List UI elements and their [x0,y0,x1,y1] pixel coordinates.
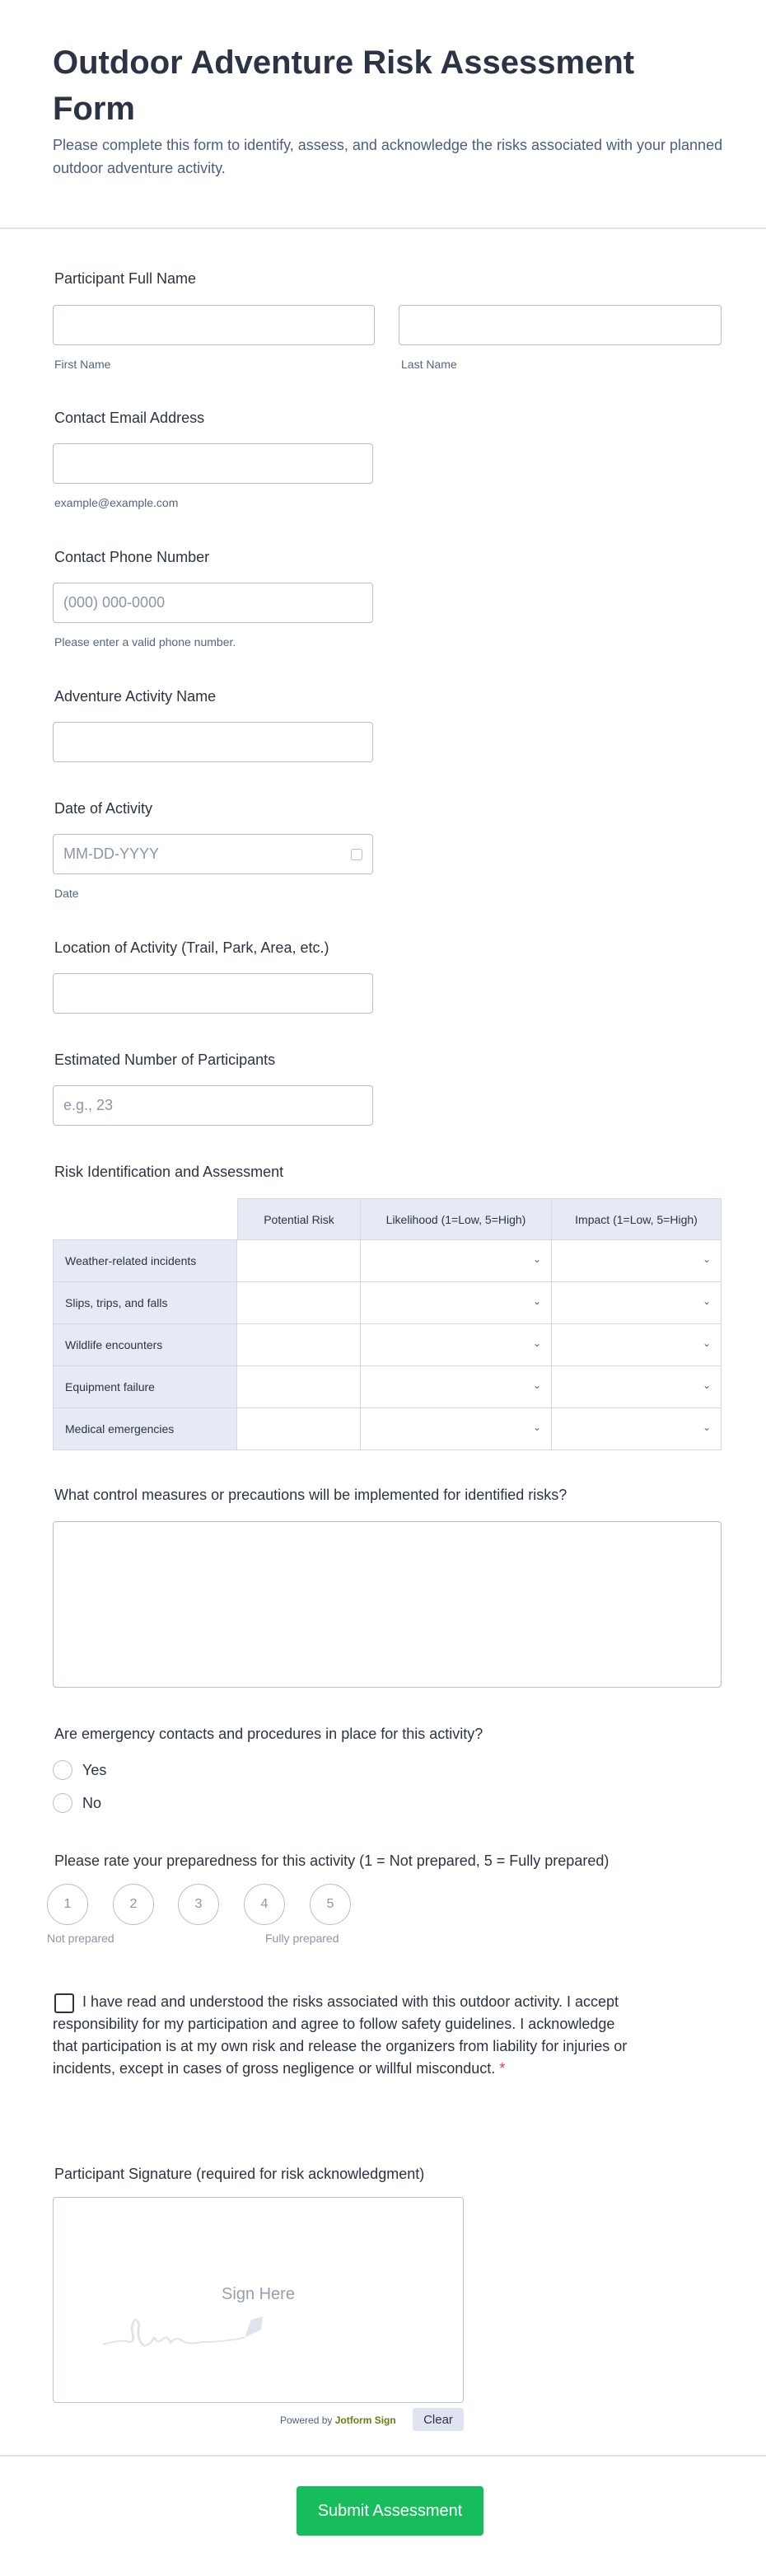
chevron-down-icon: ⌄ [532,1421,541,1433]
potential-risk-input[interactable] [237,1240,361,1282]
radio-yes[interactable] [53,1760,72,1780]
matrix-row [53,1408,722,1450]
form-description: Please complete this form to identify, assess, and acknowledge the risks associated with your planned outdoor adventure activity. [53,137,723,176]
matrix-row [53,1324,722,1366]
date-input[interactable] [53,834,373,874]
location-label: Location of Activity (Trail, Park, Area, etc.) [54,939,329,956]
email-input[interactable] [53,443,373,484]
location-input[interactable] [53,973,373,1014]
rating-label: Please rate your preparedness for this activity (1 = Not prepared, 5 = Fully prepared) [54,1852,610,1869]
phone-input[interactable] [53,583,373,623]
full-name-label: Participant Full Name [54,270,197,287]
rating-low-label: Not prepared [47,1932,114,1945]
email-label: Contact Email Address [54,410,205,426]
likelihood-select[interactable] [361,1366,552,1408]
signature-label: Participant Signature (required for risk acknowledgment) [54,2166,425,2182]
likelihood-select[interactable] [361,1324,552,1366]
participants-input[interactable] [53,1085,373,1126]
last-name-sublabel: Last Name [401,358,457,371]
date-placeholder: MM-DD-YYYY [63,845,159,862]
participants-placeholder: e.g., 23 [63,1097,114,1113]
first-name-sublabel: First Name [54,358,111,371]
rating-option-4[interactable]: 4 [244,1884,285,1925]
phone-hint: Please enter a valid phone number. [54,635,236,649]
emergency-label: Are emergency contacts and procedures in place for this activity? [54,1726,483,1742]
row-header: Equipment failure [53,1366,237,1408]
date-sublabel: Date [54,887,79,900]
column-header: Impact (1=Low, 5=High) [552,1198,722,1240]
ack-text-body: I have read and understood the risks associated with this outdoor activity. I accept responsibility for my participation and agree to follow safety guidelines. I acknowledge that participation is at my own risk and release the organizers from liability for injuries or incidents, except in cases of gross negligence or willful misconduct. [53,1993,628,2077]
matrix-row [53,1282,722,1324]
impact-select[interactable] [552,1282,722,1324]
chevron-down-icon: ⌄ [532,1295,541,1307]
impact-select[interactable] [552,1240,722,1282]
participants-label: Estimated Number of Participants [54,1051,276,1068]
signature-scribble-icon [103,2310,292,2349]
chevron-down-icon: ⌄ [702,1337,711,1349]
phone-label: Contact Phone Number [54,549,210,565]
potential-risk-input[interactable] [237,1324,361,1366]
rating-option-1[interactable]: 1 [47,1884,88,1925]
impact-select[interactable] [552,1324,722,1366]
activity-input[interactable] [53,722,373,762]
chevron-down-icon: ⌄ [702,1295,711,1307]
chevron-down-icon: ⌄ [532,1253,541,1265]
rating-option-3[interactable]: 3 [178,1884,219,1925]
powered-by-text: Powered by [280,2414,333,2426]
risk-matrix [53,1198,722,1450]
email-sublabel: example@example.com [54,496,179,509]
last-name-input[interactable] [399,305,722,345]
radio-no[interactable] [53,1793,72,1813]
ack-text [53,1991,638,2080]
page-title: Outdoor Adventure Risk Assessment Form [53,44,635,127]
likelihood-select[interactable] [361,1282,552,1324]
submit-button[interactable]: Submit Assessment [297,2486,483,2536]
radio-yes-label: Yes [82,1762,107,1778]
calendar-icon[interactable] [351,849,362,860]
chevron-down-icon: ⌄ [532,1337,541,1349]
chevron-down-icon: ⌄ [702,1379,711,1391]
divider [0,227,766,229]
required-asterisk: * [499,2060,506,2077]
first-name-input[interactable] [53,305,375,345]
potential-risk-input[interactable] [237,1282,361,1324]
chevron-down-icon: ⌄ [702,1421,711,1433]
impact-select[interactable] [552,1366,722,1408]
activity-label: Adventure Activity Name [54,688,217,705]
chevron-down-icon: ⌄ [702,1253,711,1265]
row-header: Medical emergencies [53,1408,237,1450]
row-header: Weather-related incidents [53,1240,237,1282]
risk-label: Risk Identification and Assessment [54,1164,284,1180]
matrix-corner [53,1198,237,1240]
powered-by [280,2414,396,2426]
rating-high-label: Fully prepared [265,1932,339,1945]
matrix-row [53,1366,722,1408]
date-label: Date of Activity [54,800,153,817]
phone-placeholder: (000) 000-0000 [63,594,166,611]
potential-risk-input[interactable] [237,1366,361,1408]
control-label: What control measures or precautions will be implemented for identified risks? [54,1487,567,1503]
jotform-sign-link[interactable]: Jotform Sign [334,2414,396,2426]
signature-placeholder: Sign Here [222,2285,295,2303]
rating-option-2[interactable]: 2 [113,1884,154,1925]
control-textarea[interactable] [53,1521,722,1688]
divider [0,2455,766,2457]
likelihood-select[interactable] [361,1240,552,1282]
chevron-down-icon: ⌄ [532,1379,541,1391]
clear-signature-button[interactable]: Clear [413,2408,464,2431]
row-header: Wildlife encounters [53,1324,237,1366]
potential-risk-input[interactable] [237,1408,361,1450]
impact-select[interactable] [552,1408,722,1450]
rating-option-5[interactable]: 5 [310,1884,351,1925]
radio-no-label: No [82,1795,102,1811]
matrix-row [53,1240,722,1282]
row-header: Slips, trips, and falls [53,1282,237,1324]
column-header: Potential Risk [237,1198,361,1240]
likelihood-select[interactable] [361,1408,552,1450]
signature-pad[interactable] [53,2197,464,2403]
column-header: Likelihood (1=Low, 5=High) [361,1198,552,1240]
